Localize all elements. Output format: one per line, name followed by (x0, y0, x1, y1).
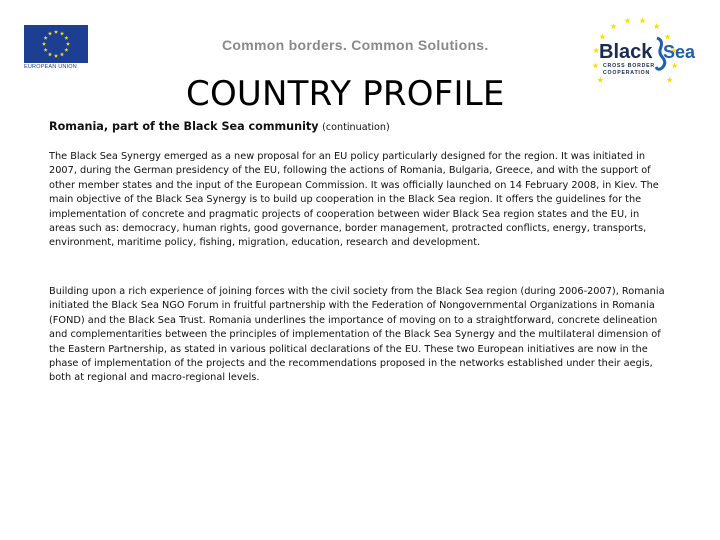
paragraph-2: Building upon a rich experience of joining forces with the civil society from the Black Sea region (during 2006-2007), Romania initiated the Black Sea NGO Forum in fruitful partnership with the Federation of Nongovernmental Organizations in Romania (FOND) and the Black Sea Trust. Romania underlines the importance of moving on to a straightforward, concrete delineation and complementarities between the principles of implementation of the Black Sea Synergy and the multilateral dimension of the Eastern Partnership, as stated in various political declarations of the EU. These two European initiatives are now in the phase of implementation of the projects and the recommendations proposed in the networks established under their aegis, both at regional and macro-regional levels. (49, 286, 665, 384)
star-icon (640, 18, 646, 23)
eu-caption: EUROPEAN UNION (24, 64, 77, 70)
paragraph-1: The Black Sea Synergy emerged as a new proposal for an EU policy particularly designed for the region. It was initiated in 2007, during the German presidency of the EU, following the actions of Romania, Bulgaria, Greece, and with the support of other member states and the input of the European Commission. It was officially launched on 14 February 2008, in Kiev. The main objective of the Black Sea Synergy is to build up cooperation in the Black Sea region. It offers the guidelines for the implementation of concrete and pragmatic projects of cooperation between wider Black Sea region states and the EU, in areas such as: democracy, human rights, good governance, border management, protracted conflicts, energy, transports, environment, maritime policy, fishing, migration, education, research and development. (49, 151, 659, 249)
bs-logo-word-sea: Sea (663, 42, 696, 62)
star-icon (624, 18, 630, 23)
subtitle-suffix: (continuation) (322, 122, 390, 133)
star-icon (667, 77, 673, 83)
star-icon (599, 34, 605, 40)
bs-logo-word-black: Black (599, 41, 653, 63)
star-icon (597, 77, 603, 83)
subtitle (49, 120, 390, 135)
star-icon (610, 23, 616, 29)
star-icon (665, 34, 671, 40)
bs-logo-line1: CROSS BORDER (603, 63, 655, 69)
page-title: COUNTRY PROFILE (186, 74, 505, 114)
star-icon (592, 62, 598, 68)
subtitle-main: Romania, part of the Black Sea community (49, 120, 319, 133)
tagline: Common borders. Common Solutions. (222, 37, 489, 53)
black-sea-logo (577, 18, 697, 104)
star-icon (672, 62, 678, 68)
bs-logo-line2: COOPERATION (603, 70, 651, 76)
star-icon (654, 23, 660, 29)
